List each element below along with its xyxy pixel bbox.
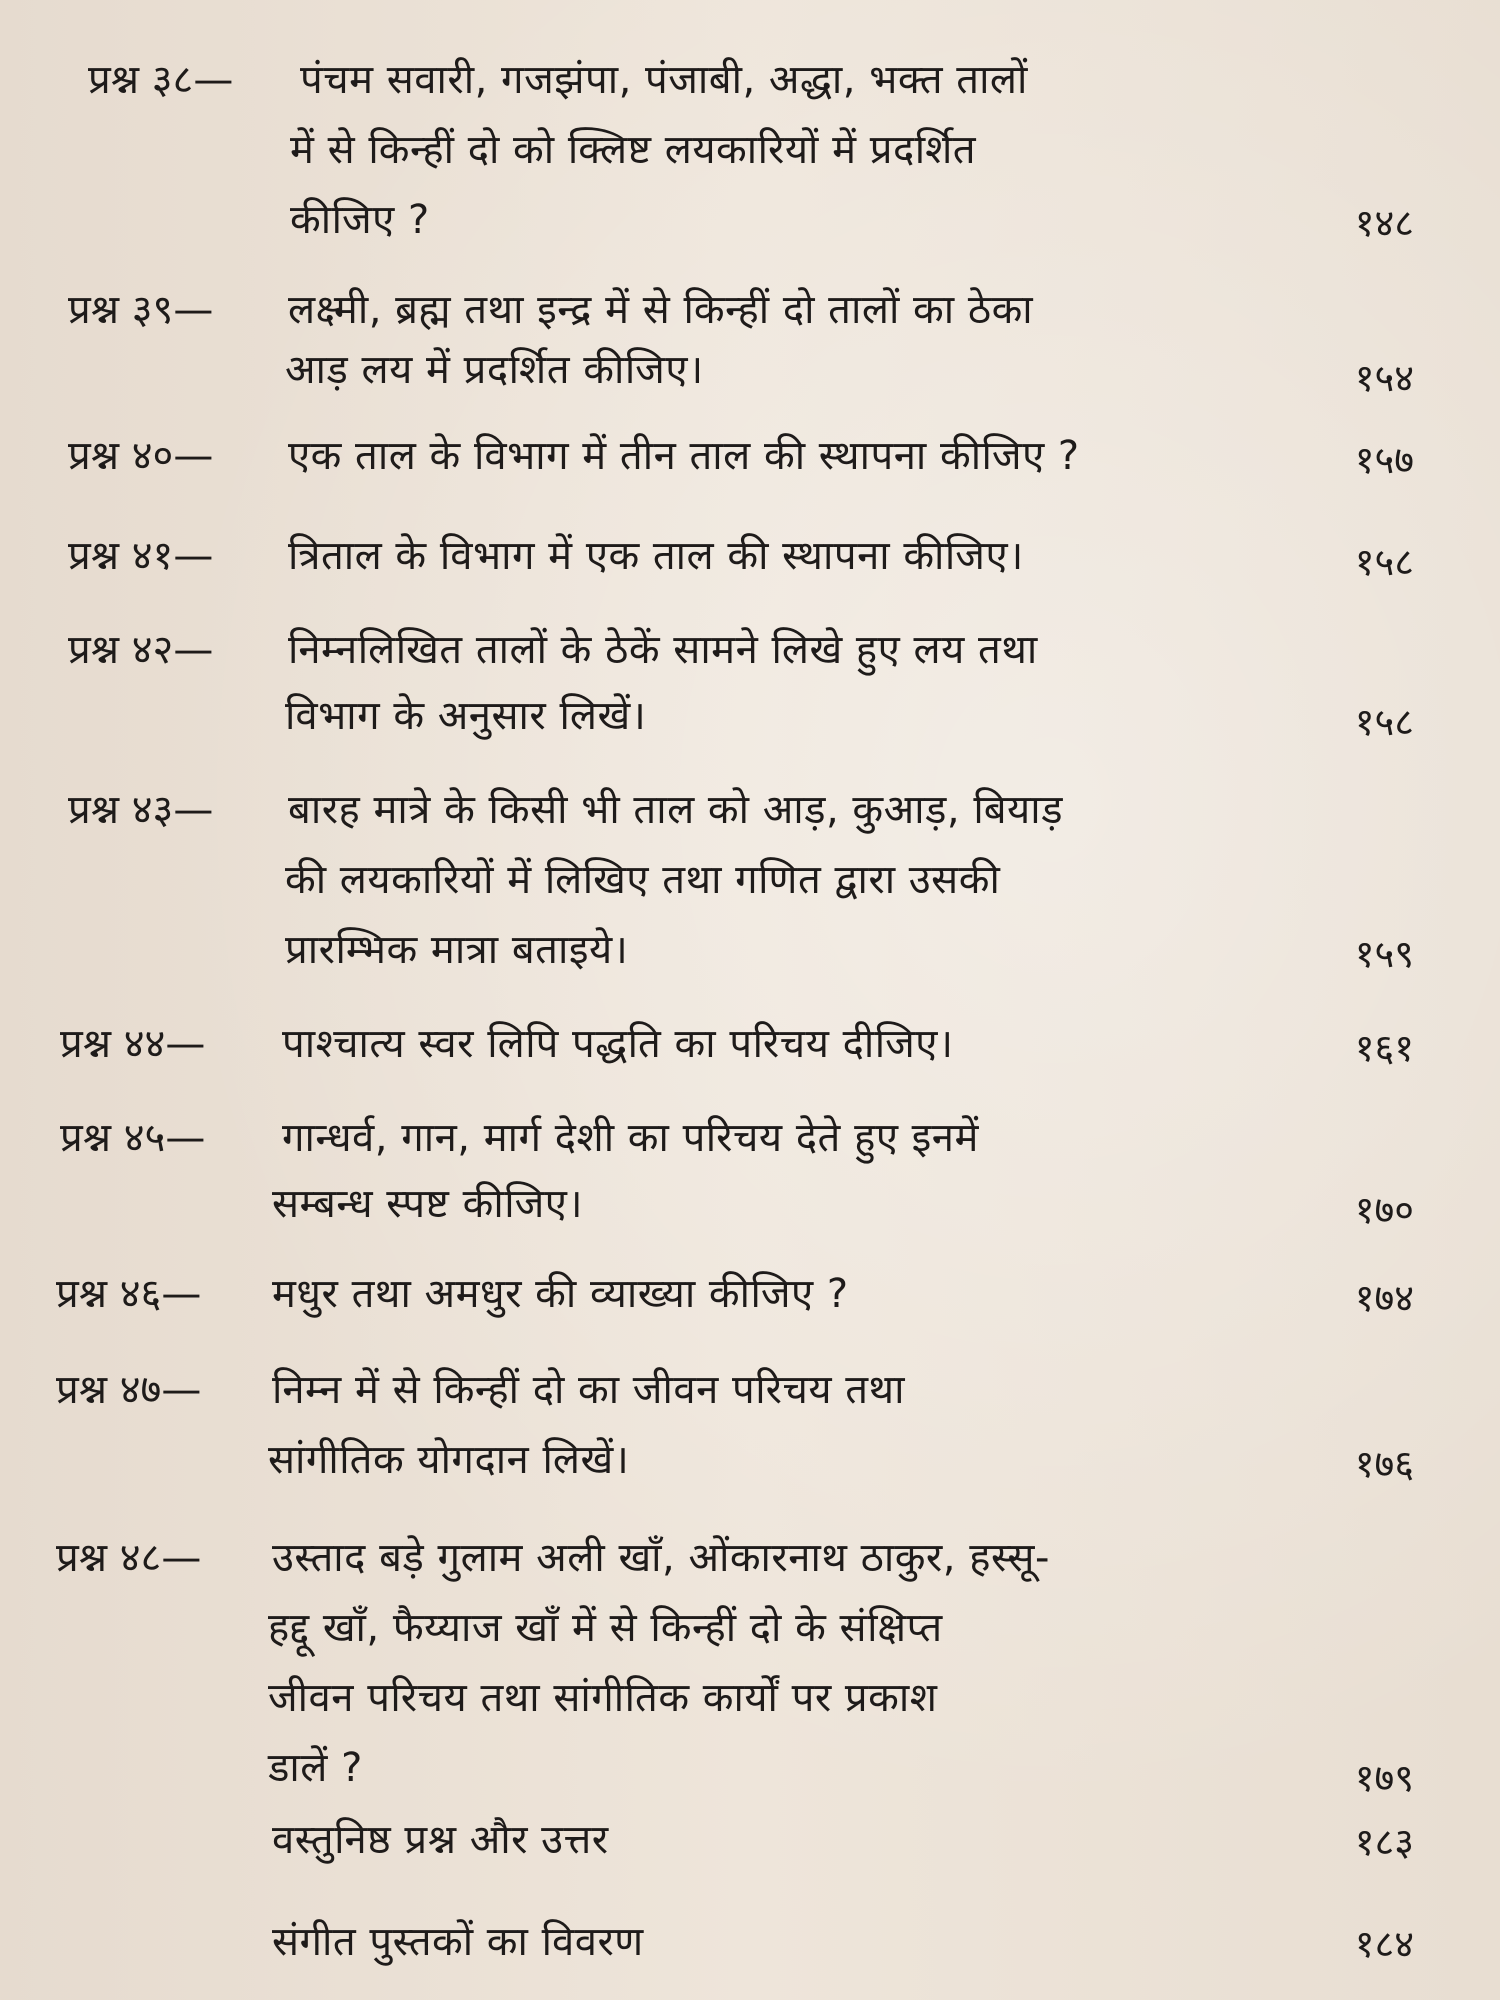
entry-text-line: जीवन परिचय तथा सांगीतिक कार्यों पर प्रकाश: [268, 1675, 938, 1721]
question-label: प्रश्न ३८—: [88, 57, 234, 103]
page-number: १५८: [1354, 700, 1414, 744]
entry-text-line: त्रिताल के विभाग में एक ताल की स्थापना कीजिए।: [288, 533, 1024, 579]
entry-text-line: की लयकारियों में लिखिए तथा गणित द्वारा उसकी: [285, 857, 1001, 903]
page-number: १८४: [1354, 1922, 1414, 1966]
entry-text-line: एक ताल के विभाग में तीन ताल की स्थापना कीजिए ?: [288, 433, 1080, 479]
page-number: १५८: [1354, 540, 1414, 584]
entry-text-line: सम्बन्ध स्पष्ट कीजिए।: [272, 1181, 584, 1227]
entry-text-line: सांगीतिक योगदान लिखें।: [268, 1437, 630, 1483]
entry-text-line: वस्तुनिष्ठ प्रश्न और उत्तर: [272, 1817, 609, 1863]
page-number: १७०: [1354, 1188, 1414, 1232]
question-label: प्रश्न ४३—: [68, 787, 214, 833]
question-label: प्रश्न ४५—: [60, 1115, 206, 1161]
entry-text-line: मधुर तथा अमधुर की व्याख्या कीजिए ?: [272, 1271, 849, 1317]
show-through-texture: [1170, 60, 1470, 100]
page-number: १७९: [1354, 1756, 1414, 1800]
question-label: प्रश्न ४४—: [60, 1021, 206, 1067]
entry-text-line: डालें ?: [268, 1745, 363, 1791]
entry-text-line: निम्नलिखित तालों के ठेकें सामने लिखे हुए लय तथा: [288, 627, 1038, 673]
page-number: १४८: [1354, 201, 1414, 245]
question-label: प्रश्न ४८—: [56, 1535, 202, 1581]
entry-text-line: उस्ताद बड़े गुलाम अली खाँ, ओंकारनाथ ठाकुर, हस्सू-: [272, 1535, 1050, 1581]
entry-text-line: संगीत पुस्तकों का विवरण: [272, 1919, 644, 1965]
page-number: १८३: [1354, 1820, 1414, 1864]
entry-text-line: में से किन्हीं दो को क्लिष्ट लयकारियों में प्रदर्शित: [290, 127, 977, 173]
question-label: प्रश्न ४६—: [56, 1271, 202, 1317]
entry-text-line: आड़ लय में प्रदर्शित कीजिए।: [285, 347, 704, 393]
page-number: १७४: [1354, 1276, 1414, 1320]
entry-text-line: लक्ष्मी, ब्रह्म तथा इन्द्र में से किन्हीं दो तालों का ठेका: [288, 287, 1034, 333]
page-number: १६१: [1354, 1026, 1414, 1070]
entry-text-line: पाश्चात्य स्वर लिपि पद्धति का परिचय दीजिए।: [282, 1021, 954, 1067]
question-label: प्रश्न ४०—: [68, 433, 214, 479]
question-label: प्रश्न ४१—: [68, 533, 214, 579]
entry-text-line: कीजिए ?: [290, 197, 430, 243]
entry-text-line: निम्न में से किन्हीं दो का जीवन परिचय तथा: [272, 1367, 905, 1413]
question-label: प्रश्न ४२—: [68, 627, 214, 673]
entry-text-line: प्रारम्भिक मात्रा बताइये।: [285, 927, 629, 973]
question-label: प्रश्न ३९—: [68, 287, 214, 333]
question-label: प्रश्न ४७—: [56, 1367, 202, 1413]
entry-text-line: पंचम सवारी, गजझंपा, पंजाबी, अद्धा, भक्त तालों: [300, 57, 1028, 103]
page-number: १५४: [1354, 356, 1414, 400]
page-number: १५९: [1354, 932, 1414, 976]
page-number: १५७: [1354, 438, 1414, 482]
entry-text-line: हद्दू खाँ, फैय्याज खाँ में से किन्हीं दो के संक्षिप्त: [268, 1605, 943, 1651]
page-number: १७६: [1354, 1442, 1414, 1486]
entry-text-line: बारह मात्रे के किसी भी ताल को आड़, कुआड़, बियाड़: [288, 787, 1064, 833]
entry-text-line: विभाग के अनुसार लिखें।: [285, 693, 647, 739]
entry-text-line: गान्धर्व, गान, मार्ग देशी का परिचय देते हुए इनमें: [282, 1115, 979, 1161]
